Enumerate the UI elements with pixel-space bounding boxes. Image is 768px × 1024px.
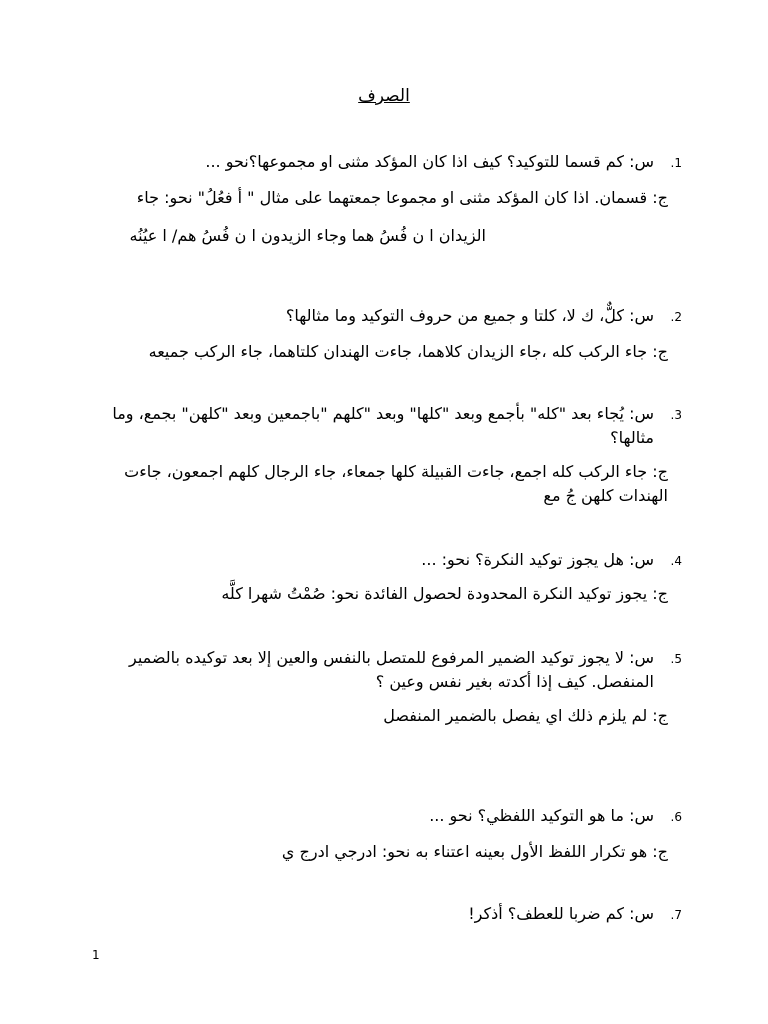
answer-4: ج: يجوز توكيد النكرة المحدودة لحصول الفائدة نحو: صُمْتُ شهرا كلَّه [221, 584, 668, 603]
question-number: .2 [670, 310, 682, 324]
question-text: س: يُجاء بعد "كله" بأجمع وبعد "كلها" وبعد "كلهم "باجمعين وبعد "كلهن" بجمع، وما مثالها؟ [112, 404, 654, 447]
answer-1-line-1: ج: قسمان. اذا كان المؤكد مثنى او مجموعا جمعتهما على مثال " أ فعُلُ" نحو: جاء [136, 188, 668, 207]
question-text: س: هل يجوز توكيد النكرة؟ نحو: ... [421, 550, 654, 569]
page-title: الصرف [358, 86, 410, 106]
question-4 [421, 548, 682, 573]
question-5 [74, 646, 682, 694]
page-number: 1 [92, 948, 100, 962]
question-3 [74, 402, 682, 450]
question-number: .6 [670, 810, 682, 824]
question-text: س: كم قسما للتوكيد؟ كيف اذا كان المؤكد مثنى او مجموعها؟نحو ... [205, 152, 654, 171]
question-6 [429, 804, 682, 829]
question-number: .5 [670, 652, 682, 666]
answer-3: ج: جاء الركب كله اجمع، جاءت القبيلة كلها جمعاء، جاء الرجال كلهم اجمعون، جاءت الهندات كلهن جُ مع [124, 462, 668, 505]
question-text: س: كم ضربا للعطف؟ أذكر! [468, 904, 654, 923]
question-text: س: ما هو التوكيد اللفظي؟ نحو ... [429, 806, 654, 825]
question-text: س: لا يجوز توكيد الضمير المرفوع للمتصل بالنفس والعين إلا بعد توكيده بالضمير المنفصل. كيف إذا أكدته بغير نفس وعين ؟ [129, 648, 654, 691]
answer-2: ج: جاء الركب كله ،جاء الزيدان كلاهما، جاءت الهندان كلتاهما، جاء الركب جميعه [148, 342, 668, 361]
question-number: .1 [670, 156, 682, 170]
question-number: .7 [670, 908, 682, 922]
question-text: س: كلٌّ، ك لا، كلتا و جميع من حروف التوكيد وما مثالها؟ [285, 306, 654, 325]
question-number: .3 [670, 408, 682, 422]
question-2 [286, 304, 682, 329]
question-7 [468, 902, 682, 927]
answer-1-line-2: الزيدان ا ن فُسُ هما وجاء الزيدون ا ن فُسُ هم/ ا عيُنُه [129, 226, 486, 245]
question-1 [205, 150, 682, 175]
answer-6: ج: هو تكرار اللفظ الأول بعينه اعتناء به نحو: ادرجي ادرج ي [281, 842, 668, 861]
answer-5: ج: لم يلزم ذلك اي يفصل بالضمير المنفصل [383, 706, 668, 725]
question-number: .4 [670, 554, 682, 568]
